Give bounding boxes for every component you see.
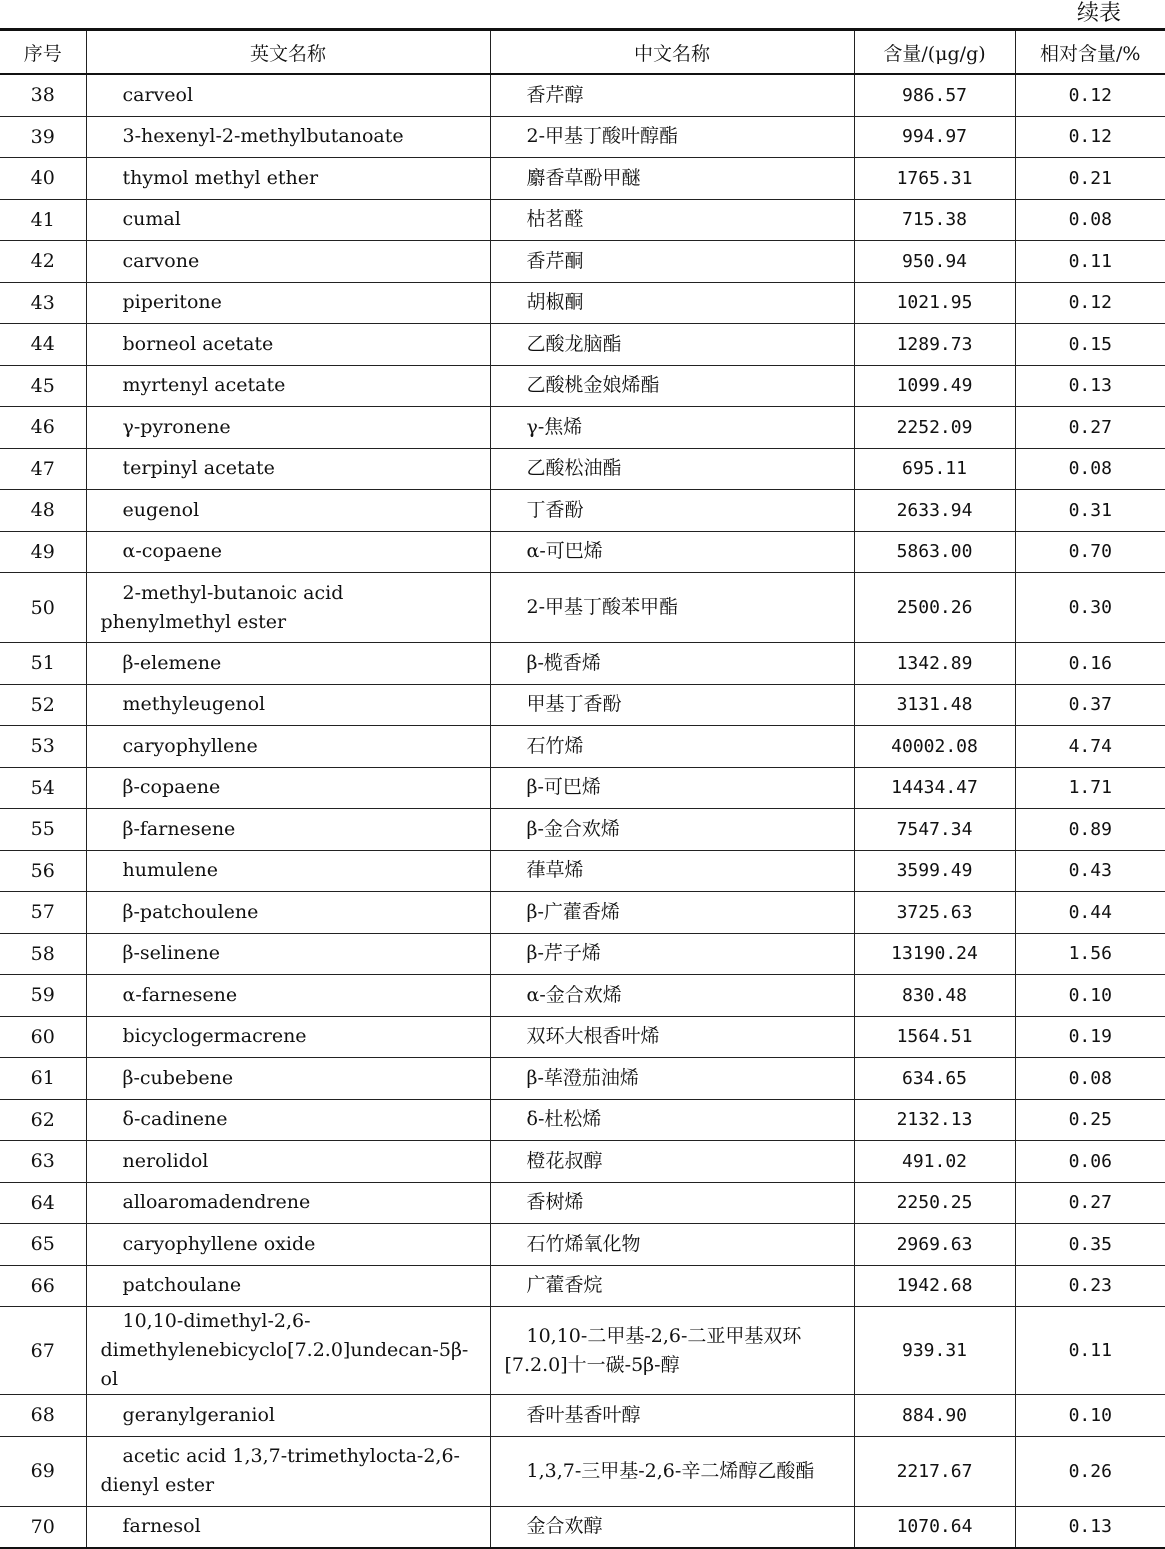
row-index: 43 (0, 282, 86, 324)
chinese-name-cell (490, 1016, 854, 1058)
english-name-cell-text: farnesol (122, 1515, 201, 1538)
header-relative-content: 相对含量/% (1015, 30, 1165, 75)
row-index: 68 (0, 1395, 86, 1437)
english-name-cell (86, 158, 490, 200)
table-row (0, 975, 1165, 1017)
chinese-name-cell (490, 158, 854, 200)
content-cell: 884.90 (854, 1395, 1015, 1437)
chinese-name-cell-text: 10,10-二甲基-2,6-二亚甲基双环[7.2.0]十一碳-5β-醇 (504, 1324, 802, 1376)
table-row (0, 933, 1165, 975)
english-name-cell-text: β-elemene (122, 651, 222, 674)
chinese-name-cell (490, 892, 854, 934)
content-cell: 2500.26 (854, 573, 1015, 643)
chinese-name-cell-text: 双环大根香叶烯 (526, 1025, 660, 1048)
english-name-cell-text: eugenol (122, 498, 200, 521)
row-index: 64 (0, 1182, 86, 1224)
chinese-name-cell (490, 767, 854, 809)
english-name-cell-text: thymol methyl ether (122, 166, 319, 189)
relative-content-cell: 0.08 (1015, 448, 1165, 490)
table-body (0, 74, 1165, 1548)
table-row (0, 241, 1165, 283)
table-row (0, 1506, 1165, 1548)
table-row (0, 1265, 1165, 1307)
chinese-name-cell (490, 643, 854, 685)
row-index: 59 (0, 975, 86, 1017)
content-cell: 950.94 (854, 241, 1015, 283)
chinese-name-cell-text: β-可巴烯 (526, 776, 601, 799)
content-cell: 1342.89 (854, 643, 1015, 685)
row-index: 38 (0, 74, 86, 116)
row-index: 53 (0, 726, 86, 768)
chinese-name-cell (490, 573, 854, 643)
english-name-cell (86, 1141, 490, 1183)
relative-content-cell: 0.11 (1015, 1307, 1165, 1395)
chinese-name-cell-text: 2-甲基丁酸叶醇酯 (526, 125, 679, 148)
english-name-cell (86, 1506, 490, 1548)
chinese-name-cell-text: β-金合欢烯 (526, 817, 620, 840)
content-cell: 1942.68 (854, 1265, 1015, 1307)
row-index: 45 (0, 365, 86, 407)
content-cell: 1070.64 (854, 1506, 1015, 1548)
relative-content-cell: 0.37 (1015, 684, 1165, 726)
english-name-cell (86, 365, 490, 407)
row-index: 42 (0, 241, 86, 283)
relative-content-cell: 0.23 (1015, 1265, 1165, 1307)
english-name-cell-text: myrtenyl acetate (122, 374, 286, 397)
content-cell: 1099.49 (854, 365, 1015, 407)
relative-content-cell: 0.16 (1015, 643, 1165, 685)
english-name-cell (86, 809, 490, 851)
content-cell: 986.57 (854, 74, 1015, 116)
english-name-cell (86, 1395, 490, 1437)
content-cell: 2633.94 (854, 490, 1015, 532)
english-name-cell-text: geranylgeraniol (122, 1403, 276, 1426)
chinese-name-cell (490, 1099, 854, 1141)
table-row (0, 158, 1165, 200)
table-row (0, 850, 1165, 892)
english-name-cell-text: carvone (122, 249, 200, 272)
relative-content-cell: 0.27 (1015, 1182, 1165, 1224)
english-name-cell-text: bicyclogermacrene (122, 1025, 307, 1048)
table-row (0, 809, 1165, 851)
english-name-cell-text: β-farnesene (122, 817, 236, 840)
content-cell: 939.31 (854, 1307, 1015, 1395)
english-name-cell-text: patchoulane (122, 1274, 242, 1297)
row-index: 52 (0, 684, 86, 726)
english-name-cell-text: terpinyl acetate (122, 457, 275, 480)
chinese-name-cell (490, 490, 854, 532)
english-name-cell (86, 1058, 490, 1100)
english-name-cell (86, 933, 490, 975)
table-row (0, 1182, 1165, 1224)
table-row (0, 407, 1165, 449)
header-content: 含量/(μg/g) (854, 30, 1015, 75)
english-name-cell-text: cumal (122, 208, 181, 231)
english-name-cell-text: carveol (122, 83, 194, 106)
content-cell: 3725.63 (854, 892, 1015, 934)
content-cell: 5863.00 (854, 531, 1015, 573)
content-cell: 695.11 (854, 448, 1015, 490)
chinese-name-cell-text: 甲基丁香酚 (526, 693, 622, 716)
content-cell: 3131.48 (854, 684, 1015, 726)
english-name-cell-text: α-copaene (122, 540, 223, 563)
chinese-name-cell (490, 531, 854, 573)
content-cell: 1765.31 (854, 158, 1015, 200)
chinese-name-cell (490, 1224, 854, 1266)
table-row (0, 365, 1165, 407)
content-cell: 715.38 (854, 199, 1015, 241)
chinese-name-cell-text: 石竹烯 (526, 734, 584, 757)
english-name-cell-text: β-copaene (122, 776, 221, 799)
content-cell: 830.48 (854, 975, 1015, 1017)
content-cell: 3599.49 (854, 850, 1015, 892)
content-cell: 14434.47 (854, 767, 1015, 809)
chinese-name-cell-text: 香树烯 (526, 1191, 584, 1214)
table-row (0, 726, 1165, 768)
english-name-cell-text: 2-methyl-butanoic acid phenylmethyl ester (100, 581, 344, 633)
english-name-cell-text: α-farnesene (122, 983, 238, 1006)
chinese-name-cell-text: β-荜澄茄油烯 (526, 1066, 639, 1089)
table-row (0, 448, 1165, 490)
content-cell: 1289.73 (854, 324, 1015, 366)
english-name-cell (86, 726, 490, 768)
chinese-name-cell-text: α-可巴烯 (526, 540, 603, 563)
row-index: 69 (0, 1436, 86, 1506)
content-cell: 2250.25 (854, 1182, 1015, 1224)
relative-content-cell: 0.70 (1015, 531, 1165, 573)
chinese-name-cell-text: β-芹子烯 (526, 942, 601, 965)
relative-content-cell: 0.89 (1015, 809, 1165, 851)
content-cell: 491.02 (854, 1141, 1015, 1183)
english-name-cell (86, 850, 490, 892)
english-name-cell (86, 1307, 490, 1395)
row-index: 48 (0, 490, 86, 532)
english-name-cell-text: δ-cadinene (122, 1108, 228, 1131)
row-index: 67 (0, 1307, 86, 1395)
table-row (0, 892, 1165, 934)
table-row (0, 1307, 1165, 1395)
chinese-name-cell (490, 726, 854, 768)
row-index: 65 (0, 1224, 86, 1266)
relative-content-cell: 0.44 (1015, 892, 1165, 934)
row-index: 44 (0, 324, 86, 366)
row-index: 40 (0, 158, 86, 200)
table-row (0, 643, 1165, 685)
chinese-name-cell-text: 1,3,7-三甲基-2,6-辛二烯醇乙酸酯 (526, 1459, 815, 1482)
row-index: 47 (0, 448, 86, 490)
chinese-name-cell-text: 橙花叔醇 (526, 1149, 603, 1172)
english-name-cell-text: 10,10-dimethyl-2,6-dimethylenebicyclo[7.2.0]undecan-5β-ol (100, 1310, 469, 1390)
chinese-name-cell (490, 1141, 854, 1183)
english-name-cell (86, 1016, 490, 1058)
english-name-cell (86, 74, 490, 116)
relative-content-cell: 0.26 (1015, 1436, 1165, 1506)
relative-content-cell: 0.08 (1015, 199, 1165, 241)
english-name-cell (86, 324, 490, 366)
chinese-name-cell-text: 香叶基香叶醇 (526, 1403, 641, 1426)
english-name-cell (86, 448, 490, 490)
relative-content-cell: 0.13 (1015, 365, 1165, 407)
english-name-cell (86, 1182, 490, 1224)
table-row (0, 74, 1165, 116)
english-name-cell (86, 573, 490, 643)
chinese-name-cell-text: 香芹醇 (526, 83, 584, 106)
table-header (0, 30, 1165, 75)
compound-table (0, 28, 1165, 1549)
chinese-name-cell-text: 枯茗醛 (526, 208, 584, 231)
chinese-name-cell-text: 石竹烯氧化物 (526, 1232, 641, 1255)
table-row (0, 490, 1165, 532)
relative-content-cell: 0.35 (1015, 1224, 1165, 1266)
relative-content-cell: 0.13 (1015, 1506, 1165, 1548)
relative-content-cell: 0.06 (1015, 1141, 1165, 1183)
english-name-cell (86, 1265, 490, 1307)
relative-content-cell: 0.12 (1015, 74, 1165, 116)
relative-content-cell: 0.08 (1015, 1058, 1165, 1100)
row-index: 46 (0, 407, 86, 449)
relative-content-cell: 0.12 (1015, 282, 1165, 324)
table-row (0, 282, 1165, 324)
chinese-name-cell (490, 365, 854, 407)
relative-content-cell: 1.56 (1015, 933, 1165, 975)
english-name-cell-text: β-cubebene (122, 1066, 234, 1089)
english-name-cell (86, 241, 490, 283)
chinese-name-cell (490, 1506, 854, 1548)
row-index: 41 (0, 199, 86, 241)
header-index: 序号 (0, 30, 86, 75)
english-name-cell (86, 116, 490, 158)
chinese-name-cell-text: 麝香草酚甲醚 (526, 166, 641, 189)
table-row (0, 1436, 1165, 1506)
relative-content-cell: 0.12 (1015, 116, 1165, 158)
table-row (0, 573, 1165, 643)
table-row (0, 684, 1165, 726)
content-cell: 634.65 (854, 1058, 1015, 1100)
english-name-cell-text: β-patchoulene (122, 900, 259, 923)
row-index: 57 (0, 892, 86, 934)
content-cell: 994.97 (854, 116, 1015, 158)
relative-content-cell: 0.10 (1015, 975, 1165, 1017)
relative-content-cell: 0.30 (1015, 573, 1165, 643)
english-name-cell (86, 1224, 490, 1266)
chinese-name-cell (490, 684, 854, 726)
chinese-name-cell (490, 241, 854, 283)
chinese-name-cell-text: α-金合欢烯 (526, 983, 622, 1006)
chinese-name-cell (490, 199, 854, 241)
relative-content-cell: 0.11 (1015, 241, 1165, 283)
row-index: 50 (0, 573, 86, 643)
english-name-cell (86, 282, 490, 324)
chinese-name-cell (490, 74, 854, 116)
chinese-name-cell (490, 324, 854, 366)
relative-content-cell: 0.19 (1015, 1016, 1165, 1058)
chinese-name-cell-text: 乙酸松油酯 (526, 457, 622, 480)
table-row (0, 1395, 1165, 1437)
chinese-name-cell-text: 香芹酮 (526, 249, 584, 272)
chinese-name-cell (490, 1307, 854, 1395)
english-name-cell (86, 892, 490, 934)
row-index: 49 (0, 531, 86, 573)
row-index: 56 (0, 850, 86, 892)
table-row (0, 1016, 1165, 1058)
relative-content-cell: 0.27 (1015, 407, 1165, 449)
english-name-cell-text: caryophyllene oxide (122, 1232, 316, 1255)
english-name-cell-text: methyleugenol (122, 693, 266, 716)
row-index: 61 (0, 1058, 86, 1100)
chinese-name-cell-text: δ-杜松烯 (526, 1108, 602, 1131)
row-index: 54 (0, 767, 86, 809)
english-name-cell-text: acetic acid 1,3,7-trimethylocta-2,6-dienyl ester (100, 1445, 460, 1496)
table-row (0, 1224, 1165, 1266)
content-cell: 1021.95 (854, 282, 1015, 324)
chinese-name-cell-text: 2-甲基丁酸苯甲酯 (526, 596, 679, 618)
chinese-name-cell-text: 丁香酚 (526, 498, 584, 521)
english-name-cell (86, 975, 490, 1017)
chinese-name-cell-text: 金合欢醇 (526, 1515, 603, 1538)
content-cell: 2217.67 (854, 1436, 1015, 1506)
english-name-cell-text: humulene (122, 859, 219, 882)
table-row (0, 1058, 1165, 1100)
content-cell: 13190.24 (854, 933, 1015, 975)
english-name-cell (86, 1436, 490, 1506)
relative-content-cell: 0.10 (1015, 1395, 1165, 1437)
chinese-name-cell-text: 葎草烯 (526, 859, 584, 882)
chinese-name-cell (490, 1058, 854, 1100)
row-index: 60 (0, 1016, 86, 1058)
chinese-name-cell (490, 809, 854, 851)
english-name-cell-text: nerolidol (122, 1149, 209, 1172)
english-name-cell-text: borneol acetate (122, 332, 274, 355)
english-name-cell (86, 531, 490, 573)
relative-content-cell: 1.71 (1015, 767, 1165, 809)
english-name-cell-text: 3-hexenyl-2-methylbutanoate (122, 125, 404, 148)
english-name-cell (86, 643, 490, 685)
english-name-cell (86, 490, 490, 532)
english-name-cell (86, 684, 490, 726)
english-name-cell-text: piperitone (122, 291, 222, 314)
chinese-name-cell-text: γ-焦烯 (526, 415, 583, 438)
chinese-name-cell-text: β-广藿香烯 (526, 900, 620, 923)
chinese-name-cell-text: 乙酸桃金娘烯酯 (526, 374, 660, 397)
chinese-name-cell (490, 282, 854, 324)
content-cell: 2132.13 (854, 1099, 1015, 1141)
row-index: 39 (0, 116, 86, 158)
chinese-name-cell-text: 广藿香烷 (526, 1274, 603, 1297)
chinese-name-cell (490, 933, 854, 975)
chinese-name-cell (490, 1265, 854, 1307)
content-cell: 2252.09 (854, 407, 1015, 449)
relative-content-cell: 4.74 (1015, 726, 1165, 768)
chinese-name-cell (490, 1395, 854, 1437)
header-chinese-name: 中文名称 (490, 30, 854, 75)
table-row (0, 199, 1165, 241)
english-name-cell (86, 199, 490, 241)
table-row (0, 1141, 1165, 1183)
english-name-cell (86, 1099, 490, 1141)
content-cell: 7547.34 (854, 809, 1015, 851)
english-name-cell (86, 407, 490, 449)
english-name-cell (86, 767, 490, 809)
row-index: 51 (0, 643, 86, 685)
relative-content-cell: 0.31 (1015, 490, 1165, 532)
chinese-name-cell (490, 975, 854, 1017)
table-row (0, 767, 1165, 809)
english-name-cell-text: alloaromadendrene (122, 1191, 311, 1214)
chinese-name-cell (490, 1182, 854, 1224)
header-english-name: 英文名称 (86, 30, 490, 75)
row-index: 55 (0, 809, 86, 851)
content-cell: 1564.51 (854, 1016, 1015, 1058)
english-name-cell-text: β-selinene (122, 942, 221, 965)
row-index: 66 (0, 1265, 86, 1307)
relative-content-cell: 0.21 (1015, 158, 1165, 200)
row-index: 62 (0, 1099, 86, 1141)
row-index: 63 (0, 1141, 86, 1183)
relative-content-cell: 0.15 (1015, 324, 1165, 366)
relative-content-cell: 0.25 (1015, 1099, 1165, 1141)
english-name-cell-text: γ-pyronene (122, 415, 231, 438)
content-cell: 2969.63 (854, 1224, 1015, 1266)
table-row (0, 531, 1165, 573)
content-cell: 40002.08 (854, 726, 1015, 768)
relative-content-cell: 0.43 (1015, 850, 1165, 892)
chinese-name-cell-text: 乙酸龙脑酯 (526, 332, 622, 355)
chinese-name-cell-text: β-榄香烯 (526, 651, 601, 674)
table-row (0, 1099, 1165, 1141)
chinese-name-cell (490, 448, 854, 490)
chinese-name-cell-text: 胡椒酮 (526, 291, 584, 314)
chinese-name-cell (490, 407, 854, 449)
table-caption: 续表 (1076, 1, 1121, 26)
chinese-name-cell (490, 116, 854, 158)
row-index: 58 (0, 933, 86, 975)
chinese-name-cell (490, 1436, 854, 1506)
row-index: 70 (0, 1506, 86, 1548)
table-row (0, 116, 1165, 158)
chinese-name-cell (490, 850, 854, 892)
english-name-cell-text: caryophyllene (122, 734, 258, 757)
table-row (0, 324, 1165, 366)
